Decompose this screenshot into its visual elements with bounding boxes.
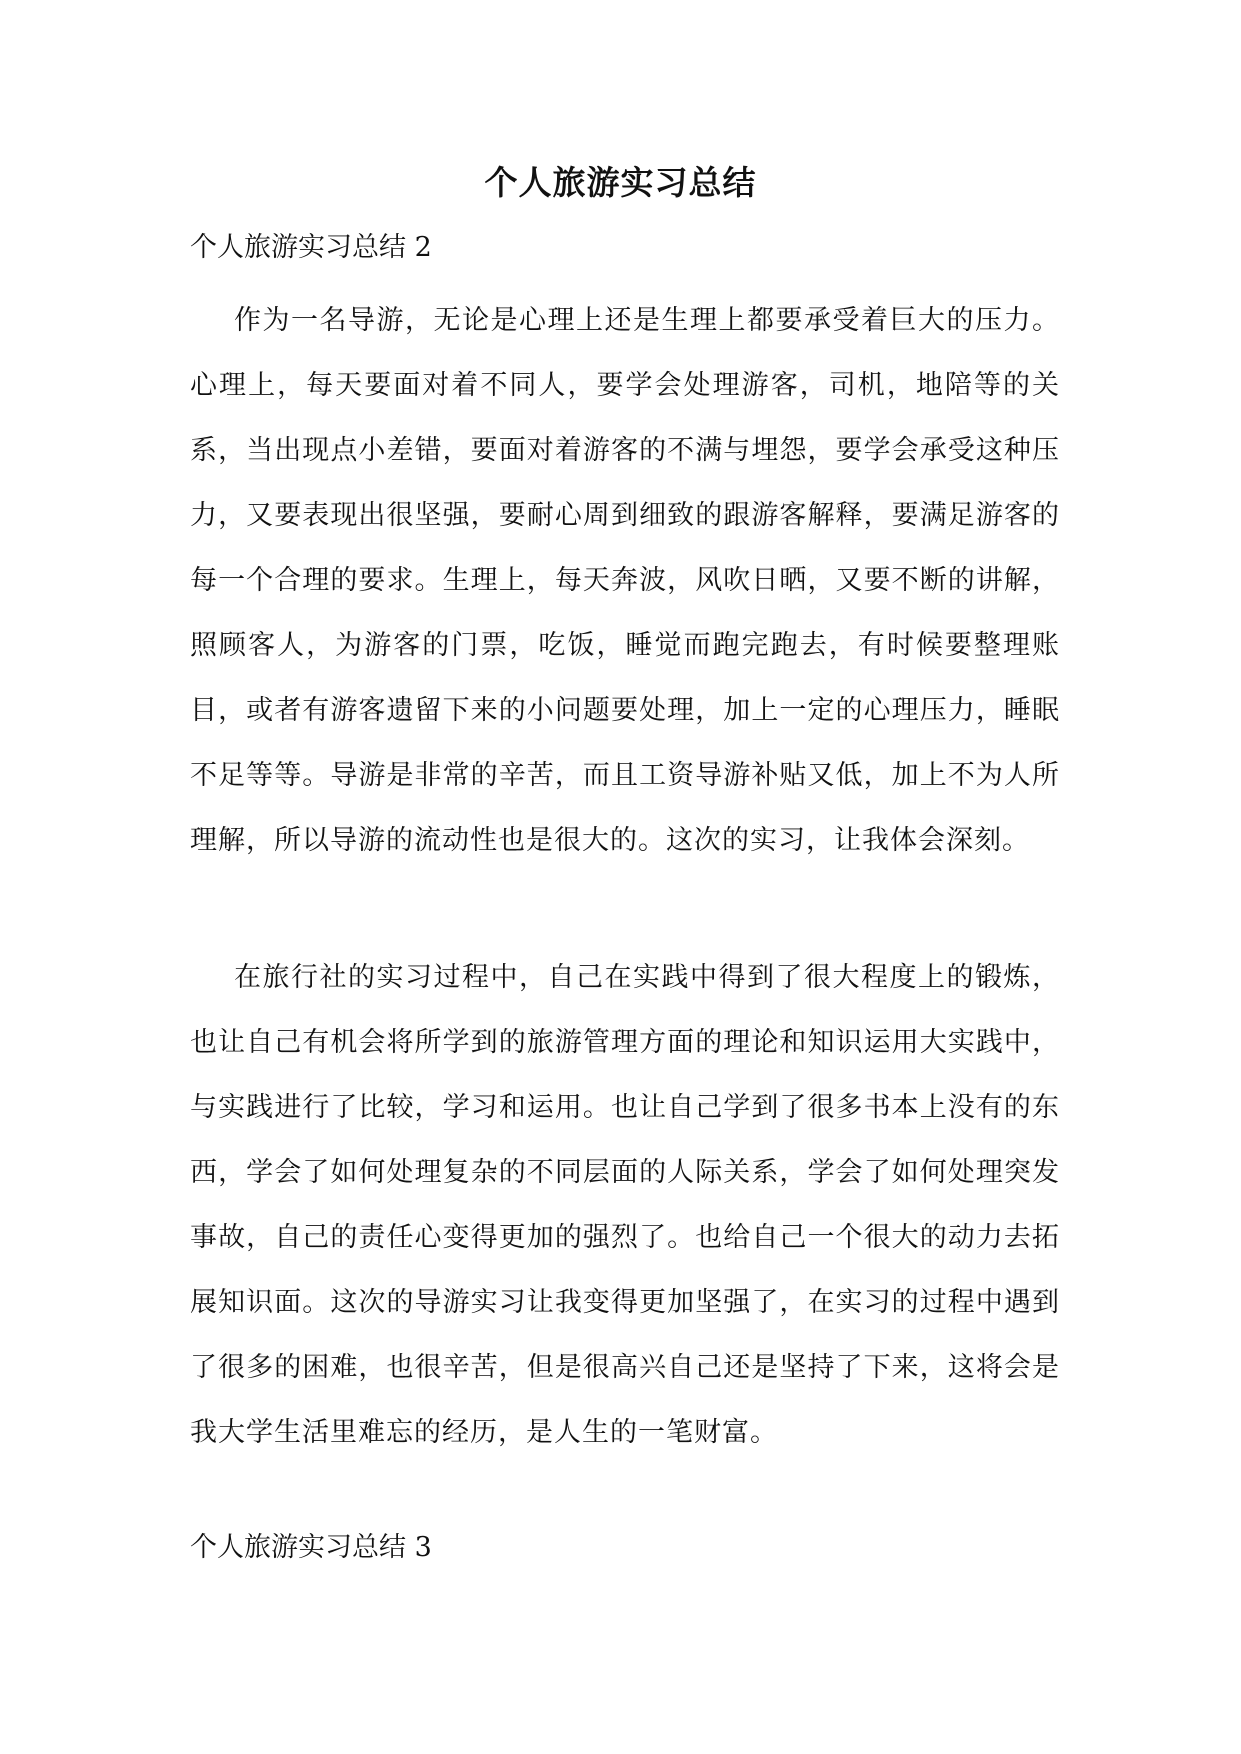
section-heading-3: 个人旅游实习总结 3 (190, 1532, 432, 1563)
paragraph-1: 作为一名导游，无论是心理上还是生理上都要承受着巨大的压力。心理上，每天要面对着不同人，要学会处理游客，司机，地陪等的关系，当出现点小差错，要面对着游客的不满与埋怨，要学会承受这种压力，又要表现出很坚强，要耐心周到细致的跟游客解释，要满足游客的每一个合理的要求。生理上，每天奔波，风吹日晒，又要不断的讲解，照顾客人，为游客的门票，吃饭，睡觉而跑完跑去，有时候要整理账目，或者有游客遗留下来的小问题要处理，加上一定的心理压力，睡眠不足等等。导游是非常的辛苦，而且工资导游补贴又低，加上不为人所理解，所以导游的流动性也是很大的。这次的实习，让我体会深刻。 (190, 305, 1060, 856)
section-2-paragraph-2-block (190, 945, 1060, 1465)
document-title: 个人旅游实习总结 (484, 163, 757, 202)
section-2-paragraph-1-block (190, 288, 1060, 873)
section-heading-2: 个人旅游实习总结 2 (190, 232, 432, 263)
paragraph-2: 在旅行社的实习过程中，自己在实践中得到了很大程度上的锻炼，也让自己有机会将所学到的旅游管理方面的理论和知识运用大实践中，与实践进行了比较，学习和运用。也让自己学到了很多书本上没有的东西，学会了如何处理复杂的不同层面的人际关系，学会了如何处理突发事故，自己的责任心变得更加的强烈了。也给自己一个很大的动力去拓展知识面。这次的导游实习让我变得更加坚强了，在实习的过程中遇到了很多的困难，也很辛苦，但是很高兴自己还是坚持了下来，这将会是我大学生活里难忘的经历，是人生的一笔财富。 (190, 962, 1060, 1448)
